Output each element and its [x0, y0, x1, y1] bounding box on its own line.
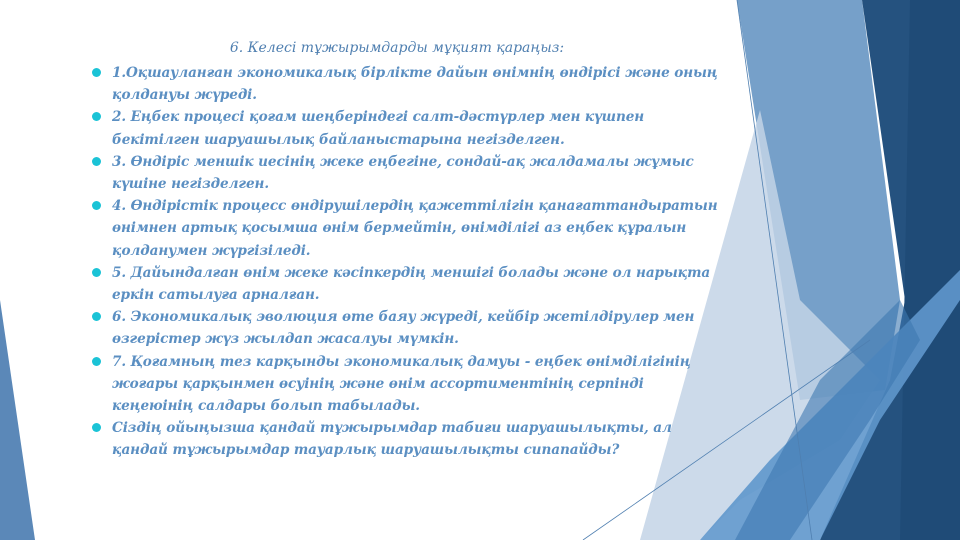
list-item	[92, 417, 722, 461]
bullet-icon	[92, 423, 101, 432]
bullet-icon	[92, 157, 101, 166]
right-shape-mid-navy	[900, 0, 960, 540]
bullet-icon	[92, 312, 101, 321]
list-item-text: 6. Экономикалық эволюция өте баяу жүреді, кейбір жетілдірулер мен өзгерістер жүз жылдап жасалуы мүмкін.	[112, 309, 695, 348]
list-item-text: 7. Қоғамның тез карқынды экономикалық дамуы - еңбек өнімділігінің жоғары қарқынмен өсуінің және өнім ассортиментінің серпінді кеңеюінің салдары болып табылады.	[112, 353, 691, 415]
bullet-icon	[92, 201, 101, 210]
statement-list	[92, 62, 722, 462]
list-item-text: 1.Оқшауланған экономикалық бірлікте дайын өнімнің өндірісі және оның қолдануы жүреді.	[112, 65, 718, 104]
list-item	[92, 306, 722, 350]
bullet-icon	[92, 112, 101, 121]
list-item-text: 3. Өндіріс меншік иесінің жеке еңбегіне, сондай-ақ жалдамалы жұмыс күшіне негізделген.	[112, 153, 694, 193]
list-item	[92, 62, 722, 106]
list-item	[92, 262, 722, 306]
list-item-text: 4. Өндірістік процесс өндірушілердің қажеттілігін қанағаттандыратын өнімнен артық қосымша өнім бермейтін, өнімділігі аз еңбек құралын қолданумен жүргізіледі.	[112, 198, 718, 259]
list-item-text: Сіздің ойыңызша қандай тұжырымдар табиғи шаруашылықты, ал қандай тұжырымдар тауарлық шаруашылықты сипапайды?	[112, 420, 672, 459]
bullet-icon	[92, 268, 101, 277]
slide-content	[92, 40, 722, 462]
list-item-text: 5. Дайындалған өнім жеке кәсіпкердің меншігі болады және ол нарықта еркін сатылуға арналған.	[112, 264, 711, 304]
list-item	[92, 106, 722, 150]
bullet-icon	[92, 357, 101, 366]
list-item	[92, 151, 722, 195]
bullet-icon	[92, 68, 101, 77]
left-wedge	[0, 300, 35, 540]
list-item	[92, 351, 722, 418]
list-item-text: 2. Еңбек процесі қоғам шеңберіндегі салт-дәстүрлер мен күшпен бекітілген шаруашылық байланыстарына негізделген.	[112, 109, 645, 148]
slide-title: 6. Келесі тұжырымдарды мұқият қараңыз:	[229, 40, 565, 56]
list-item	[92, 195, 722, 262]
